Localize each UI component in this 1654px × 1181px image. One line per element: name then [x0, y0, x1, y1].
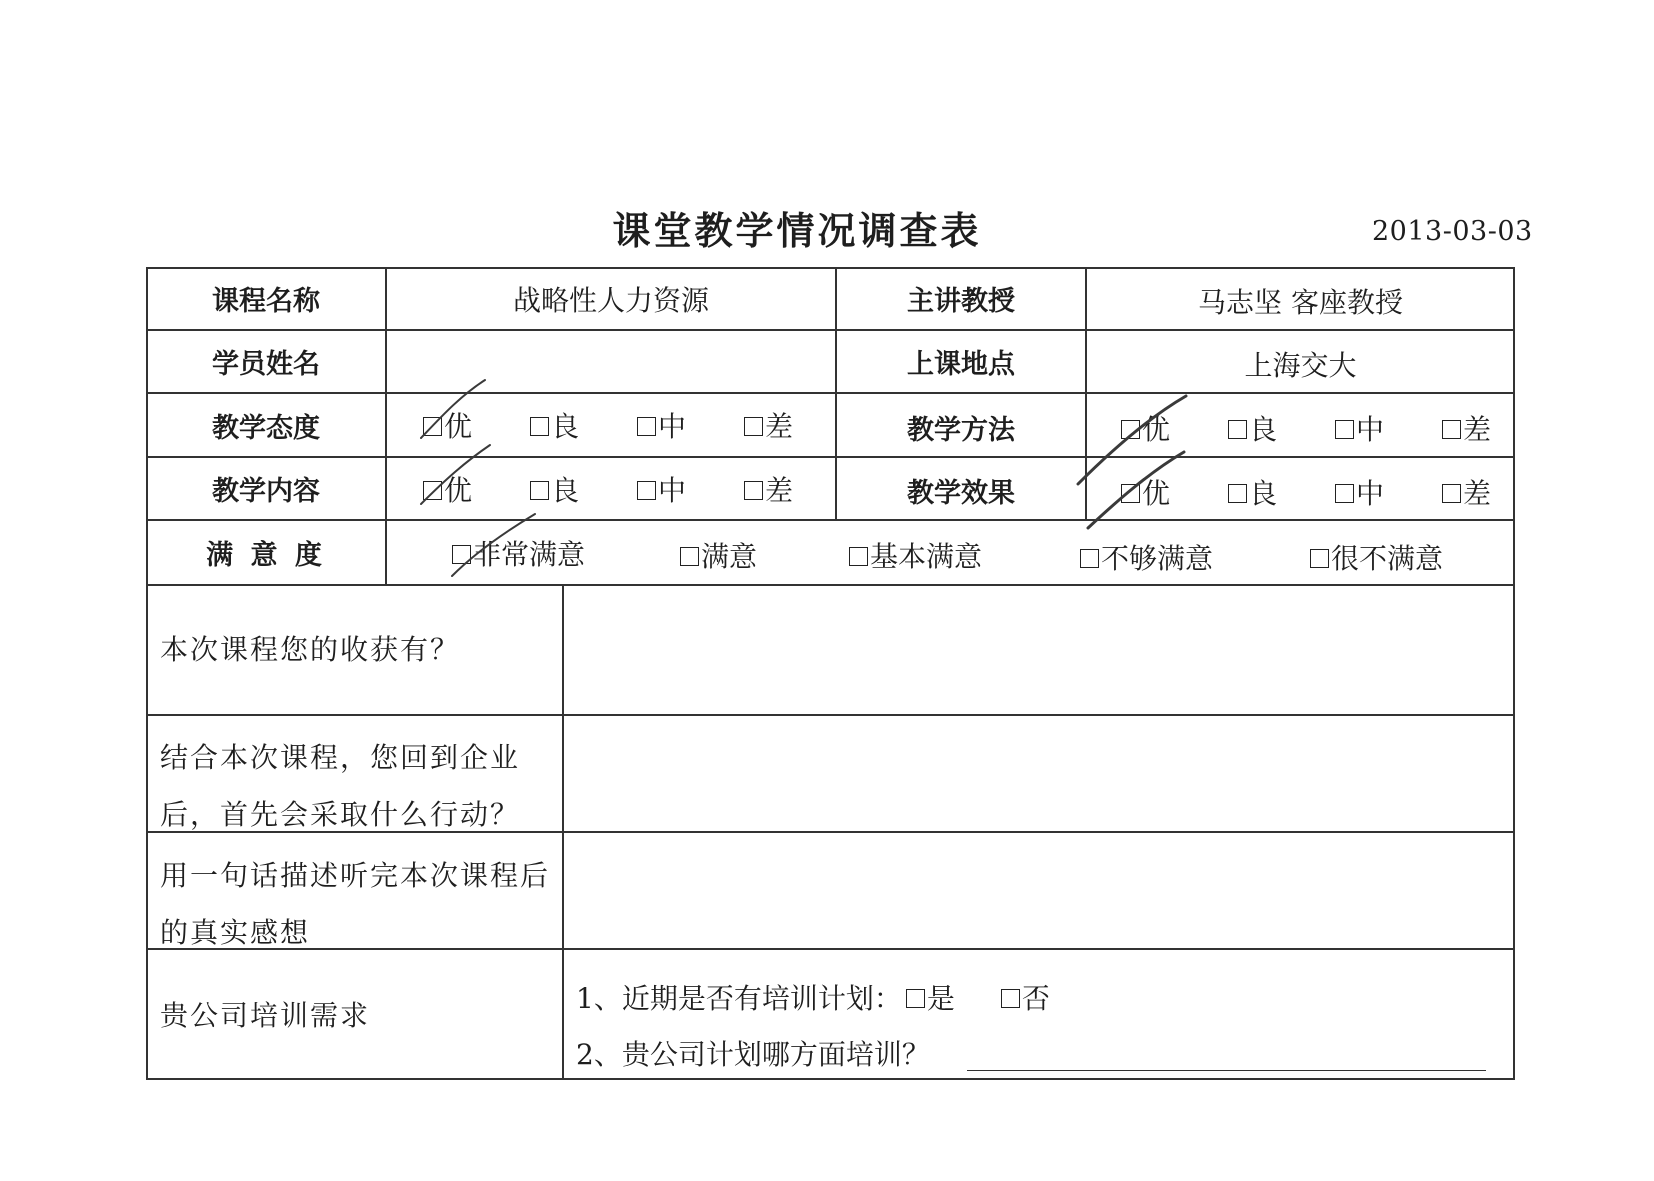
training-plan-question	[576, 977, 1050, 1017]
training-area-answer-line[interactable]	[967, 1070, 1486, 1071]
content-label: 教学内容	[212, 476, 320, 507]
attitude-option-excellent[interactable]: 优	[423, 405, 472, 445]
checkbox-icon	[530, 417, 549, 436]
form-title: 课堂教学情况调查表	[612, 209, 982, 253]
attitude-label: 教学态度	[212, 412, 320, 444]
checkbox-icon	[530, 481, 549, 500]
question-action: 结合本次课程，您回到企业后，首先会采取什么行动？	[160, 741, 521, 831]
answer-gain-field[interactable]	[563, 585, 1515, 715]
effect-option-fair[interactable]: 中	[1335, 472, 1384, 512]
checkbox-icon	[1335, 420, 1354, 439]
checkbox-icon	[1442, 484, 1461, 503]
satisfaction-option-satisfied[interactable]: 满意	[680, 535, 757, 575]
answer-action-field[interactable]	[563, 715, 1515, 832]
checkbox-icon	[637, 481, 656, 500]
location-value: 上海交大	[1244, 348, 1357, 382]
satisfaction-option-basic[interactable]: 基本满意	[849, 535, 982, 575]
satisfaction-label: 满 意 度	[206, 540, 326, 571]
course-name-value: 战略性人力资源	[512, 283, 709, 317]
survey-table	[146, 267, 1515, 1080]
form-date: 2013-03-03	[1372, 216, 1533, 247]
effect-option-excellent[interactable]: 优	[1121, 472, 1170, 512]
answer-feeling-field[interactable]	[563, 832, 1515, 949]
checkbox-checked-icon	[452, 545, 471, 564]
training-area-text: 2、贵公司计划哪方面培训？	[576, 1038, 930, 1071]
checkbox-checked-icon	[1121, 420, 1140, 439]
training-plan-text: 1、近期是否有培训计划：	[576, 982, 902, 1015]
checkbox-icon	[1310, 549, 1329, 568]
checkbox-icon	[744, 481, 763, 500]
effect-option-good[interactable]: 良	[1228, 472, 1277, 512]
question-feeling: 用一句话描述听完本次课程后的真实感想	[160, 859, 551, 949]
checkbox-icon	[1335, 484, 1354, 503]
effect-option-poor[interactable]: 差	[1442, 472, 1491, 512]
course-name-label: 课程名称	[212, 286, 320, 317]
method-label: 教学方法	[907, 414, 1015, 446]
content-option-good[interactable]: 良	[530, 469, 579, 509]
content-option-fair[interactable]: 中	[637, 469, 686, 509]
student-name-value[interactable]	[386, 330, 836, 393]
method-option-fair[interactable]: 中	[1335, 408, 1384, 448]
method-option-good[interactable]: 良	[1228, 408, 1277, 448]
checkbox-checked-icon	[423, 481, 442, 500]
training-area-question	[576, 1033, 930, 1073]
checkbox-icon	[680, 547, 699, 566]
checkbox-icon	[744, 417, 763, 436]
attitude-option-good[interactable]: 良	[530, 405, 579, 445]
satisfaction-option-insufficient[interactable]: 不够满意	[1080, 537, 1213, 577]
student-name-label: 学员姓名	[212, 349, 320, 380]
checkbox-icon	[1228, 484, 1247, 503]
satisfaction-option-very-unsatisfied[interactable]: 很不满意	[1310, 537, 1443, 577]
satisfaction-option-very[interactable]: 非常满意	[452, 533, 585, 573]
lecturer-label: 主讲教授	[907, 286, 1015, 317]
location-label: 上课地点	[907, 349, 1015, 380]
checkbox-icon	[849, 547, 868, 566]
checkbox-icon	[637, 417, 656, 436]
checkbox-checked-icon	[1121, 484, 1140, 503]
checkbox-icon	[1001, 989, 1020, 1008]
method-option-poor[interactable]: 差	[1442, 408, 1491, 448]
question-gain: 本次课程您的收获有？	[160, 633, 461, 666]
checkbox-icon	[1228, 420, 1247, 439]
method-option-excellent[interactable]: 优	[1121, 408, 1170, 448]
checkbox-icon	[906, 989, 925, 1008]
training-plan-yes[interactable]: 是	[906, 977, 955, 1017]
training-plan-no[interactable]: 否	[1001, 977, 1050, 1017]
attitude-option-poor[interactable]: 差	[744, 405, 793, 445]
checkbox-icon	[1442, 420, 1461, 439]
content-option-excellent[interactable]: 优	[423, 469, 472, 509]
checkbox-checked-icon	[423, 417, 442, 436]
content-option-poor[interactable]: 差	[744, 469, 793, 509]
lecturer-value: 马志坚 客座教授	[1198, 285, 1403, 319]
attitude-option-fair[interactable]: 中	[637, 405, 686, 445]
checkbox-icon	[1080, 549, 1099, 568]
training-needs-label: 贵公司培训需求	[160, 999, 371, 1032]
effect-label: 教学效果	[907, 478, 1015, 509]
